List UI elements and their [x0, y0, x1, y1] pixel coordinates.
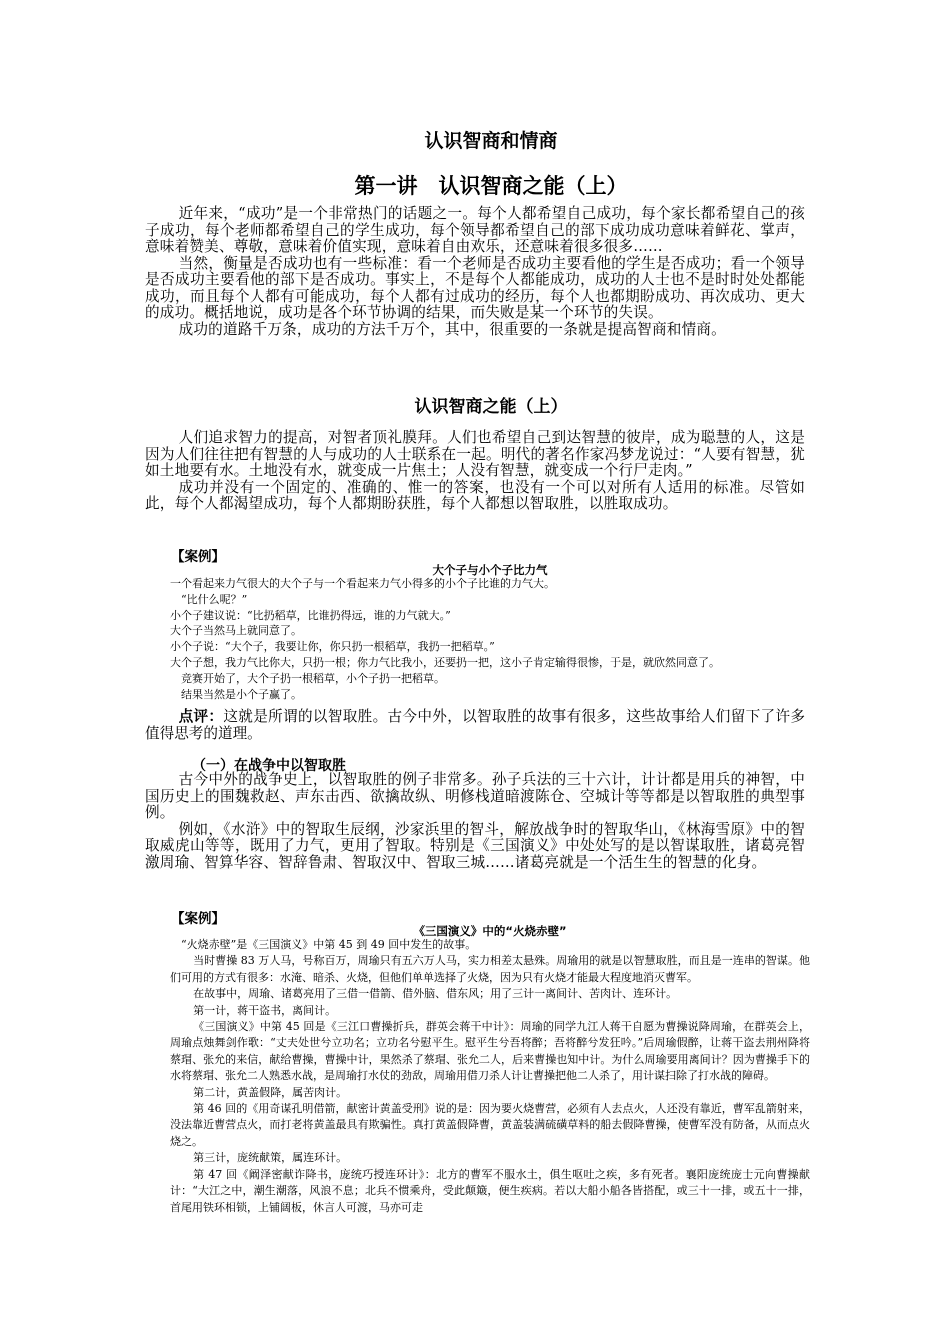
case-line: 在故事中，周瑜、诸葛亮用了三借一借箭、借外脑、借东风；用了三计一离间计、苦肉计、连环计。: [193, 987, 678, 1001]
case-line: 《三国演义》中第 45 回是《三江口曹操折兵，群英会蒋干中计》：周瑜的同学九江人蒋干自愿为曹操说降周瑜，在群英会上，周瑜点烛舞剑作歌：“丈夫处世兮立功名；立功名兮慰平生。慰平生兮吾将醉；吾将醉兮发狂吟。”后周瑜假醉，让蒋干盗去荆州降将蔡瑁、张允的来信，献给曹操，曹操中计，果然杀了蔡瑁、张允二人，后来曹操也知中计。为什么周瑜要用离间计？因为曹操手下的水将蔡瑁、张允二人熟悉水战，是周瑜打水仗的劲敌，周瑜用借刀杀人计让曹操把他二人杀了，用计谋扫除了打水战的障碍。: [170, 1020, 810, 1083]
intro-section: [145, 206, 805, 338]
case-line: 小个子说：“大个子，我要让你，你只扔一根稻草，我扔一把稻草。”: [170, 640, 495, 654]
paragraph: 人们追求智力的提高，对智者顶礼膜拜。人们也希望自己到达智慧的彼岸，成为聪慧的人，这是因为人们往往把有智慧的人与成功的人士联系在一起。明代的著名作家冯梦龙说过：“人要有智慧，犹如土地要有水。土地没有水，就变成一片焦土；人没有智慧，就变成一个行尸走肉。”: [145, 429, 805, 479]
case-line: 第三计，庞统献策，属连环计。: [193, 1151, 348, 1165]
case-comment: [145, 708, 805, 742]
case-line: 第 47 回《阚泽密献诈降书，庞统巧授连环计》：北方的曹军不服水土，俱生呕吐之疾，多有死者。襄阳庞统庞士元向曹操献计：“大江之中，潮生潮落，风浪不息；北兵不惯乘舟，受此颠簸，便生疾病。若以大船小船各皆搭配，或三十一排，或五十一排，首尾用铁环相锁，上铺阔板，休言人可渡，马亦可走: [170, 1167, 810, 1214]
case-story: [170, 576, 810, 702]
case-title: 《三国演义》中的“火烧赤壁”: [413, 924, 567, 938]
case-line: “火烧赤壁”是《三国演义》中第 45 到 49 回中发生的故事。: [181, 938, 477, 951]
subsection-body: [145, 772, 805, 871]
subsection-title: （一）在战争中以智取胜: [192, 758, 346, 774]
paragraph: 成功的道路千万条，成功的方法千万个，其中，很重要的一条就是提高智商和情商。: [178, 320, 726, 338]
case-line: “比什么呢？”: [181, 592, 248, 606]
case-line: 结果当然是小个子赢了。: [181, 687, 302, 701]
paragraph: 成功并没有一个固定的、准确的、惟一的答案，也没有一个可以对所有人适用的标准。尽管如此，每个人都渴望成功，每个人都期盼获胜，每个人都想以智取胜，以胜取成功。: [145, 478, 805, 512]
comment-text: 这就是所谓的以智取胜。古今中外，以智取胜的故事有很多，这些故事给人们留下了许多值得思考的道理。: [145, 708, 805, 742]
section-body: [145, 430, 805, 513]
paragraph: 古今中外的战争史上，以智取胜的例子非常多。孙子兵法的三十六计，计计都是用兵的神智，中国历史上的围魏救赵、声东击西、欲擒故纵、明修栈道暗渡陈仓、空城计等等都是以智取胜的典型事例。: [145, 771, 805, 821]
case-line: 竞赛开始了，大个子扔一根稻草，小个子扔一把稻草。: [181, 671, 445, 685]
paragraph: 当然，衡量是否成功也有一些标准：看一个老师是否成功主要看他的学生是否成功；看一个领导是否成功主要看他的部下是否成功。事实上，不是每个人都能成功，成功的人士也不是时时处处都能成功，而且每个人都有可能成功，每个人都有过成功的经历，每个人也都期盼成功、再次成功、更大的成功。概括地说，成功是各个环节协调的结果，而失败是某一个环节的失误。: [145, 254, 805, 321]
case-label: 【案例】: [171, 911, 225, 927]
case-label: 【案例】: [171, 549, 225, 565]
paragraph: 近年来，“成功”是一个非常热门的话题之一。每个人都希望自己成功，每个家长都希望自己的孩子成功，每个老师都希望自己的学生成功，每个领导都希望自己的部下成功成功意味着鲜花、掌声，意味着赞美、尊敬，意味着价值实现，意味着自由欢乐，还意味着很多很多……: [145, 205, 805, 255]
case-line: 大个子当然马上就同意了。: [170, 624, 302, 638]
case-line: 第 46 回的《用奇谋孔明借箭，献密计黄盖受刑》说的是：因为要火烧曹营，必须有人去点火，人还没有靠近，曹军乱箭射来，没法靠近曹营点火，而打老将黄盖最具有欺骗性。真打黄盖假降曹，黄盖装满硫磺草料的船去假降曹操，使曹军没有防备，从而点火烧之。: [170, 1102, 810, 1148]
lecture-title: 第一讲 认识智商之能（上）: [354, 174, 628, 198]
case-line: 小个子建议说：“比扔稻草，比谁扔得远，谁的力气就大。”: [170, 608, 451, 622]
section-title: 认识智商之能（上）: [414, 397, 568, 417]
comment-label: 点评：: [178, 708, 224, 725]
case-line: 第二计，黄盖假降，属苦肉计。: [193, 1085, 348, 1099]
case-line: 第一计，蒋干盗书，离间计。: [193, 1003, 337, 1017]
case-story: [170, 937, 810, 1216]
case-line: 当时曹操 83 万人马，号称百万，周瑜只有五六万人马，实力相差太悬殊。周瑜用的就是以智慧取胜，而且是一连串的智谋。他们可用的方式有很多：水淹、暗杀、火烧，但他们单单选择了火烧，因为只有火烧才能最大程度地消灭曹军。: [170, 954, 810, 984]
case-line: 一个看起来力气很大的大个子与一个看起来力气小得多的小个子比谁的力气大。: [170, 577, 555, 590]
document-title: 认识智商和情商: [424, 130, 558, 152]
case-line: 大个子想，我力气比你大，只扔一根；你力气比我小，还要扔一把，这小子肯定输得很惨，于是，就欣然同意了。: [170, 655, 720, 669]
paragraph: 例如，《水浒》中的智取生辰纲，沙家浜里的智斗，解放战争时的智取华山，《林海雪原》中的智取威虎山等等，既用了力气，更用了智取。特别是《三国演义》中处处写的是以智谋取胜，诸葛亮智激周瑜、智算华容、智辞鲁肃、智取汉中、智取三城……诸葛亮就是一个活生生的智慧的化身。: [145, 820, 805, 871]
case-title: 大个子与小个子比力气: [432, 563, 548, 577]
